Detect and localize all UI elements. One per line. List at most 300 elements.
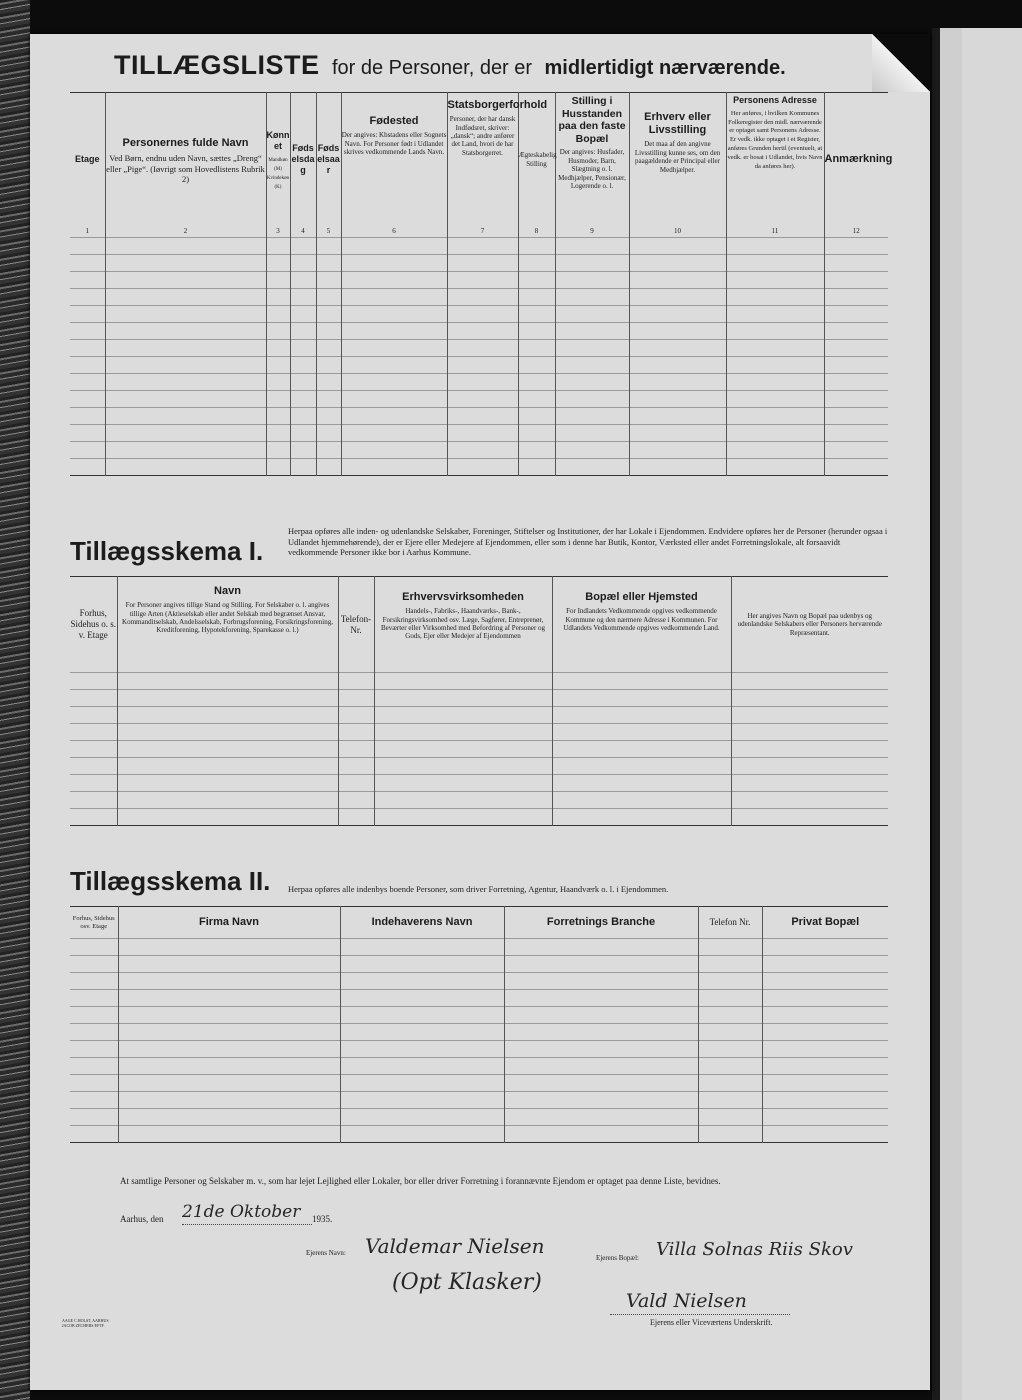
table-cell	[316, 356, 341, 373]
table-cell	[552, 758, 731, 775]
table-cell	[726, 441, 824, 458]
table-cell	[338, 690, 374, 707]
table-cell	[70, 939, 118, 956]
table-cell	[70, 990, 118, 1007]
table-cell	[70, 758, 117, 775]
table-cell	[316, 424, 341, 441]
table-cell	[338, 758, 374, 775]
table-cell	[70, 237, 105, 254]
table-cell	[70, 1058, 118, 1075]
table-cell	[726, 305, 824, 322]
skema1-header	[70, 577, 888, 673]
table-cell	[518, 373, 555, 390]
table-row	[70, 322, 888, 339]
table-cell	[762, 1007, 888, 1024]
table-cell	[504, 939, 698, 956]
table-cell	[726, 237, 824, 254]
table-cell	[518, 305, 555, 322]
table-cell	[118, 1109, 340, 1126]
header-aegteskab: Ægteskabelig Stilling	[518, 151, 557, 168]
table-cell	[762, 1075, 888, 1092]
table-cell	[340, 1126, 504, 1143]
table-cell	[518, 339, 555, 356]
skema2-header-firma: Firma Navn	[199, 915, 259, 928]
table-cell	[70, 673, 117, 690]
page-title	[114, 50, 786, 81]
header-navn: Personernes fulde Navn	[122, 137, 249, 150]
table-cell	[374, 690, 552, 707]
table-cell	[504, 990, 698, 1007]
table-row	[70, 1092, 888, 1109]
table-cell	[70, 373, 105, 390]
table-cell	[555, 407, 629, 424]
table-cell	[504, 973, 698, 990]
table-cell	[341, 305, 447, 322]
owner-address-label: Ejerens Bopæl:	[596, 1254, 639, 1262]
table-cell	[518, 254, 555, 271]
col-num: 12	[824, 227, 888, 238]
col-num: 3	[266, 227, 290, 238]
table-cell	[762, 939, 888, 956]
table-cell	[316, 271, 341, 288]
table-cell	[731, 673, 888, 690]
table-cell	[290, 390, 316, 407]
table-cell	[731, 690, 888, 707]
table-cell	[70, 1024, 118, 1041]
table-cell	[316, 322, 341, 339]
table-cell	[290, 305, 316, 322]
table-row	[70, 956, 888, 973]
table-cell	[824, 237, 888, 254]
table-cell	[105, 424, 266, 441]
skema1-body	[70, 673, 888, 826]
table-cell	[341, 407, 447, 424]
table-cell	[341, 458, 447, 475]
table-cell	[726, 458, 824, 475]
table-cell	[504, 1041, 698, 1058]
header-stilling-sub: Der angives: Husfader, Husmoder, Barn, Slægtning o. l. Medhjælper, Pensionær, Logerende o. l.	[558, 148, 626, 190]
table-cell	[447, 288, 518, 305]
table-cell	[105, 305, 266, 322]
table-cell	[70, 792, 117, 809]
table-cell	[824, 305, 888, 322]
table-row	[70, 271, 888, 288]
table-cell	[266, 254, 290, 271]
table-cell	[341, 356, 447, 373]
table-cell	[698, 1024, 762, 1041]
table-cell	[105, 356, 266, 373]
table-cell	[341, 373, 447, 390]
footer-statement: At samtlige Personer og Selskaber m. v., som har lejet Lejlighed eller Lokaler, bor eller driver Forretning i forannævnte Ejendom er optaget paa denne Liste, bevidnes.	[120, 1176, 721, 1186]
table-row	[70, 758, 888, 775]
table-cell	[70, 724, 117, 741]
owner-name-label: Ejerens Navn:	[306, 1249, 346, 1257]
table-cell	[726, 407, 824, 424]
table-cell	[552, 809, 731, 826]
table-cell	[555, 356, 629, 373]
table-cell	[374, 707, 552, 724]
title-rest-bold: midlertidigt nærværende.	[544, 57, 786, 79]
table-cell	[698, 1126, 762, 1143]
col-num: 10	[629, 227, 726, 238]
table-cell	[504, 1092, 698, 1109]
owner-address-handwritten: Villa Solnas Riis Skov	[656, 1239, 853, 1260]
table-cell	[762, 990, 888, 1007]
table-row	[70, 690, 888, 707]
table-cell	[70, 775, 117, 792]
table-row	[70, 373, 888, 390]
table-cell	[338, 792, 374, 809]
table-cell	[70, 271, 105, 288]
table-cell	[266, 458, 290, 475]
table-cell	[726, 390, 824, 407]
table-cell	[552, 775, 731, 792]
main-table-header	[70, 93, 888, 227]
col-num: 8	[518, 227, 555, 238]
table-cell	[117, 775, 338, 792]
table-cell	[629, 305, 726, 322]
table-cell	[316, 458, 341, 475]
table-cell	[518, 271, 555, 288]
table-cell	[290, 373, 316, 390]
skema1-header-bopael-sub: For Indlandets Vedkommende opgives vedkommende Kommune og den nærmere Adresse i Kommunen. For Udlandets Vedkommende opgives vedkommende Land.	[563, 607, 720, 632]
header-fodselsaar: Fødselsaar	[317, 143, 340, 175]
table-cell	[338, 741, 374, 758]
table-cell	[341, 424, 447, 441]
table-cell	[70, 809, 117, 826]
table-cell	[118, 1041, 340, 1058]
skema1-title: Tillægsskema I.	[70, 536, 264, 566]
table-cell	[629, 322, 726, 339]
table-cell	[762, 973, 888, 990]
footer-year: 1935.	[312, 1214, 333, 1224]
table-cell	[70, 356, 105, 373]
main-table-body	[70, 237, 888, 475]
col-num: 5	[316, 227, 341, 238]
table-cell	[518, 441, 555, 458]
table-cell	[447, 390, 518, 407]
table-row	[70, 390, 888, 407]
table-cell	[70, 973, 118, 990]
table-cell	[698, 1007, 762, 1024]
table-cell	[731, 724, 888, 741]
table-cell	[374, 741, 552, 758]
table-cell	[266, 373, 290, 390]
table-cell	[341, 288, 447, 305]
table-cell	[762, 956, 888, 973]
table-cell	[726, 254, 824, 271]
table-cell	[731, 775, 888, 792]
table-cell	[552, 690, 731, 707]
header-navn-sub: Ved Børn, endnu uden Navn, sættes „Dreng“ eller „Pige“. (Iøvrigt som Hovedlistens Rubrik 2)	[106, 153, 265, 185]
table-cell	[105, 458, 266, 475]
col-num: 9	[555, 227, 629, 238]
table-cell	[105, 271, 266, 288]
table-cell	[824, 288, 888, 305]
table-cell	[552, 724, 731, 741]
table-cell	[629, 407, 726, 424]
footer-date-handwritten: 21de Oktober	[182, 1202, 301, 1222]
table-cell	[117, 809, 338, 826]
table-cell	[70, 305, 105, 322]
table-cell	[726, 424, 824, 441]
skema1-header-telefon: Telefon-Nr.	[338, 577, 374, 673]
table-cell	[290, 254, 316, 271]
table-cell	[266, 441, 290, 458]
skema1-header-navn-sub: For Personer angives tillige Stand og Stilling. For Selskaber o. l. angives tillige Arten (Aktieselskab eller andet Selskab med begrænset Ansvar, Kommanditselskab, Andelsselskab, Forbrugsforening, Forsikringsforening, Kreditforening, Hypotekforening, Sparekasse o. l.)	[122, 601, 333, 635]
title-main: TILLÆGSLISTE	[114, 50, 320, 80]
date-line	[182, 1224, 312, 1225]
table-cell	[731, 758, 888, 775]
table-cell	[340, 973, 504, 990]
table-cell	[447, 441, 518, 458]
table-cell	[290, 288, 316, 305]
table-cell	[726, 288, 824, 305]
table-cell	[340, 1109, 504, 1126]
table-cell	[316, 339, 341, 356]
table-cell	[290, 271, 316, 288]
table-cell	[70, 424, 105, 441]
table-row	[70, 939, 888, 956]
table-cell	[555, 237, 629, 254]
table-cell	[504, 956, 698, 973]
table-cell	[290, 339, 316, 356]
table-cell	[70, 1075, 118, 1092]
table-cell	[266, 237, 290, 254]
table-cell	[118, 1058, 340, 1075]
owner-name-note: (Opt Klasker)	[392, 1270, 542, 1295]
table-row	[70, 254, 888, 271]
table-cell	[341, 339, 447, 356]
table-cell	[118, 973, 340, 990]
book-binding	[0, 0, 30, 1400]
table-cell	[340, 990, 504, 1007]
table-cell	[731, 792, 888, 809]
table-row	[70, 1126, 888, 1143]
table-cell	[340, 1075, 504, 1092]
table-cell	[316, 288, 341, 305]
table-cell	[374, 724, 552, 741]
title-rest: for de Personer, der er	[331, 57, 533, 79]
table-cell	[447, 407, 518, 424]
table-row	[70, 458, 888, 475]
table-row	[70, 288, 888, 305]
table-cell	[447, 356, 518, 373]
table-cell	[290, 237, 316, 254]
table-cell	[629, 237, 726, 254]
table-cell	[118, 1092, 340, 1109]
table-cell	[105, 322, 266, 339]
table-cell	[290, 322, 316, 339]
header-erhverv: Erhverv eller Livsstilling	[644, 111, 711, 137]
table-row	[70, 724, 888, 741]
table-row	[70, 356, 888, 373]
table-cell	[266, 407, 290, 424]
table-cell	[629, 441, 726, 458]
table-cell	[504, 1024, 698, 1041]
table-cell	[266, 339, 290, 356]
table-cell	[316, 390, 341, 407]
adjacent-page	[932, 28, 1022, 1400]
table-cell	[447, 322, 518, 339]
table-cell	[70, 1041, 118, 1058]
table-cell	[629, 271, 726, 288]
table-cell	[341, 390, 447, 407]
skema2-table	[70, 906, 888, 1143]
table-cell	[70, 690, 117, 707]
table-cell	[316, 407, 341, 424]
table-cell	[340, 939, 504, 956]
table-cell	[340, 1058, 504, 1075]
header-konnet: Kønnet	[266, 130, 290, 152]
table-cell	[105, 288, 266, 305]
table-cell	[70, 1126, 118, 1143]
table-cell	[629, 339, 726, 356]
skema2-header-indehaver: Indehaverens Navn	[371, 915, 473, 928]
owner-name-handwritten: Valdemar Nielsen	[365, 1234, 545, 1258]
table-cell	[374, 809, 552, 826]
table-cell	[118, 1126, 340, 1143]
table-cell	[374, 673, 552, 690]
table-cell	[762, 1041, 888, 1058]
table-cell	[266, 356, 290, 373]
table-cell	[117, 673, 338, 690]
table-cell	[105, 373, 266, 390]
table-cell	[762, 1109, 888, 1126]
table-row	[70, 1075, 888, 1092]
table-row	[70, 809, 888, 826]
skema2-header-branche: Forretnings Branche	[546, 915, 656, 928]
table-row	[70, 339, 888, 356]
table-cell	[70, 407, 105, 424]
table-cell	[341, 254, 447, 271]
table-cell	[340, 1092, 504, 1109]
table-cell	[555, 339, 629, 356]
header-statsborger-sub: Personer, der har dansk Indfødsret, skriver: „dansk“; andre anfører det Land, hvori de har Statsborgerret.	[449, 115, 516, 157]
table-cell	[117, 724, 338, 741]
table-cell	[552, 792, 731, 809]
table-cell	[70, 741, 117, 758]
table-cell	[555, 254, 629, 271]
skema2-header	[70, 907, 888, 939]
table-cell	[341, 322, 447, 339]
table-cell	[552, 673, 731, 690]
skema2-description: Herpaa opføres alle indenbys boende Personer, som driver Forretning, Agentur, Haandværk o. l. i Ejendommen.	[288, 884, 669, 894]
header-fodested: Fødested	[369, 115, 419, 127]
header-adresse: Personens Adresse	[733, 95, 817, 105]
table-cell	[555, 322, 629, 339]
skema1-header-erhverv-sub: Handels-, Fabriks-, Haandværks-, Bank-, Forsikringsvirksomhed osv. Læge, Sagfører, Entreprenør, Beværter eller Virksomhed med Befordring af Personer og Gods, Ejer eller Medejer af Ejendommen	[380, 607, 546, 641]
table-cell	[629, 254, 726, 271]
table-cell	[70, 1007, 118, 1024]
table-cell	[824, 390, 888, 407]
skema2-title: Tillægsskema II.	[70, 866, 271, 896]
skema1-header-navn: Navn	[214, 585, 241, 597]
table-cell	[824, 458, 888, 475]
table-cell	[266, 424, 290, 441]
table-cell	[629, 356, 726, 373]
table-cell	[824, 407, 888, 424]
table-cell	[726, 271, 824, 288]
skema2-header-etage: Forhus, Sidehus osv. Etage	[72, 914, 115, 930]
signature-handwritten: Vald Nielsen	[626, 1290, 747, 1312]
table-cell	[824, 373, 888, 390]
table-row	[70, 707, 888, 724]
table-cell	[518, 237, 555, 254]
table-cell	[105, 339, 266, 356]
table-cell	[341, 271, 447, 288]
table-row	[70, 1058, 888, 1075]
table-cell	[731, 741, 888, 758]
header-erhverv-sub: Det maa af den angivne Livsstilling kunne ses, om den paagældende er Principal eller Medhjælper.	[634, 140, 721, 174]
table-cell	[629, 288, 726, 305]
col-num: 4	[290, 227, 316, 238]
table-cell	[824, 339, 888, 356]
table-cell	[316, 237, 341, 254]
header-anmaerkning: Anmærkning	[824, 152, 893, 165]
table-cell	[266, 305, 290, 322]
table-cell	[504, 1126, 698, 1143]
table-cell	[338, 724, 374, 741]
table-cell	[266, 322, 290, 339]
skema2-header-bopael: Privat Bopæl	[791, 915, 860, 928]
table-cell	[341, 441, 447, 458]
col-num: 11	[726, 227, 824, 238]
table-cell	[698, 956, 762, 973]
table-cell	[555, 288, 629, 305]
table-cell	[447, 458, 518, 475]
table-cell	[552, 707, 731, 724]
table-cell	[70, 288, 105, 305]
table-cell	[117, 690, 338, 707]
table-cell	[374, 792, 552, 809]
table-cell	[105, 254, 266, 271]
table-cell	[762, 1126, 888, 1143]
table-row	[70, 1041, 888, 1058]
table-cell	[629, 424, 726, 441]
table-cell	[824, 271, 888, 288]
header-konnet-sub: Mandkøn (M) Kvindekøn (K)	[266, 158, 290, 191]
header-statsborger: Statsborgerforhold	[447, 99, 548, 111]
table-cell	[290, 441, 316, 458]
table-row	[70, 775, 888, 792]
table-cell	[555, 424, 629, 441]
table-cell	[290, 424, 316, 441]
table-cell	[117, 741, 338, 758]
table-row	[70, 237, 888, 254]
table-row	[70, 673, 888, 690]
skema1-header-etage: Forhus, Sidehus o. s. v. Etage	[70, 608, 116, 640]
table-cell	[518, 390, 555, 407]
table-row	[70, 441, 888, 458]
header-etage: Etage	[74, 153, 100, 164]
table-cell	[518, 322, 555, 339]
form-page	[30, 34, 930, 1390]
table-row	[70, 1024, 888, 1041]
table-row	[70, 741, 888, 758]
table-row	[70, 990, 888, 1007]
table-row	[70, 792, 888, 809]
skema1-description: Herpaa opføres alle inden- og udenlandske Selskaber, Foreninger, Stiftelser og Institutioner, der har Lokale i Ejendommen. Endvidere opføres her de Personer (herunder ogsaa i Udlandet hjemmehørende), der er Ejere eller Medejere af Ejendommen, eller som i denne har Butik, Kontor, Værksted eller andet Forretningslokale, alt forsaavidt vedkommende Personer ikke bor i Aarhus Kommune.	[288, 526, 888, 558]
table-cell	[555, 458, 629, 475]
table-cell	[316, 305, 341, 322]
table-cell	[316, 254, 341, 271]
table-cell	[266, 271, 290, 288]
table-cell	[726, 339, 824, 356]
signature-label: Ejerens eller Viceværtens Underskrift.	[650, 1318, 773, 1327]
table-cell	[118, 1024, 340, 1041]
table-cell	[824, 254, 888, 271]
